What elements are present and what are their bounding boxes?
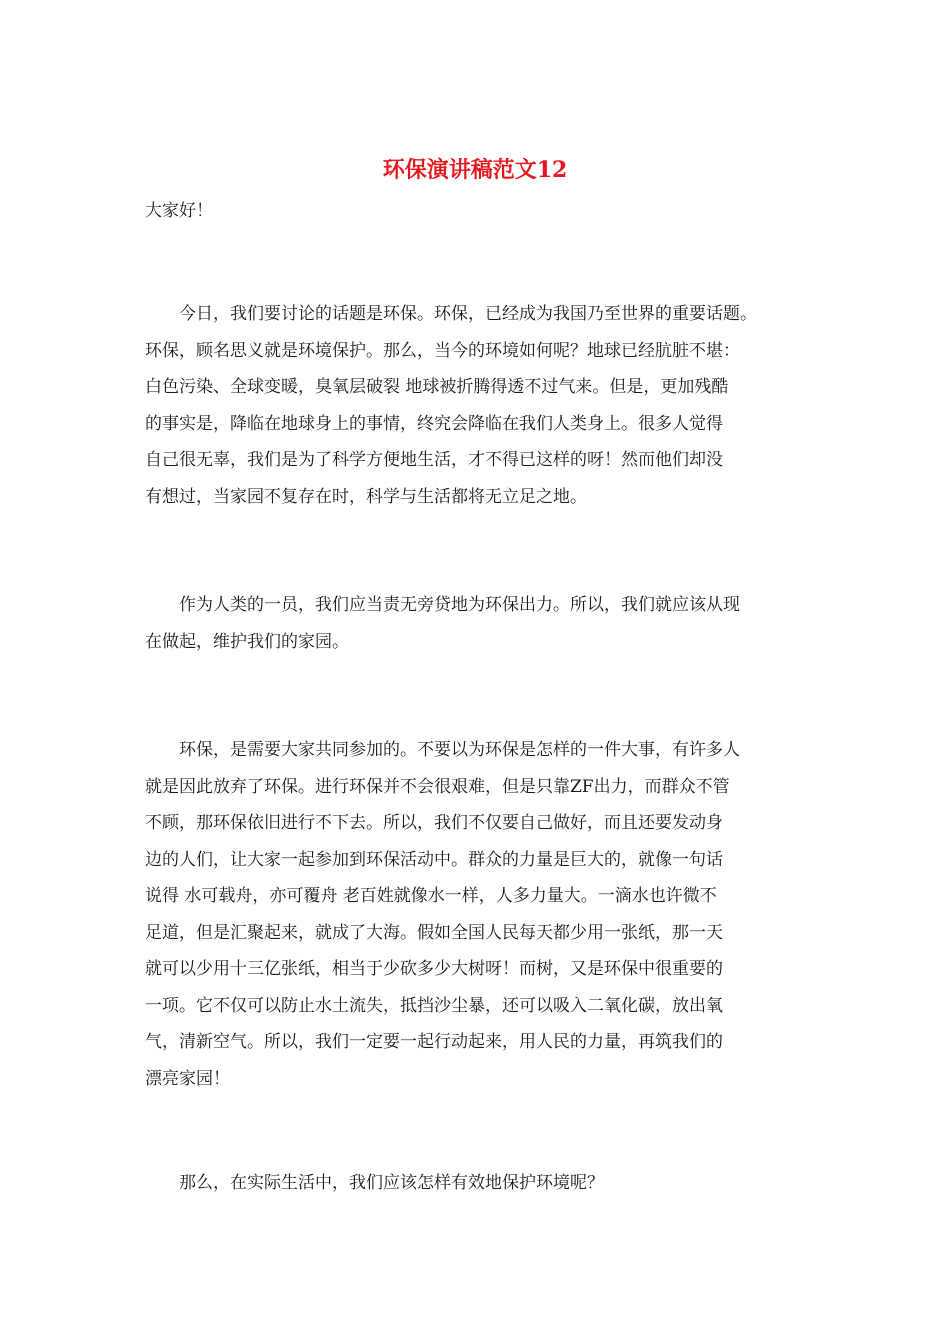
- text-line: 今日，我们要讨论的话题是环保。环保，已经成为我国乃至世界的重要话题。: [145, 304, 757, 324]
- text-line: 就是因此放弃了环保。进行环保并不会很艰难，但是只靠ZF出力，而群众不管: [145, 776, 730, 797]
- text-line: 那么，在实际生活中，我们应该怎样有效地保护环境呢？: [145, 1173, 604, 1193]
- text-line: 有想过，当家园不复存在时，科学与生活都将无立足之地。: [145, 486, 587, 507]
- greeting-text: 大家好！: [145, 201, 213, 221]
- text-line: 在做起，维护我们的家园。: [145, 631, 349, 652]
- text-line: 足道，但是汇聚起来，就成了大海。假如全国人民每天都少用一张纸，那一天: [145, 922, 723, 943]
- text-line: 不顾，那环保依旧进行不下去。所以，我们不仅要自己做好，而且还要发动身: [145, 813, 723, 833]
- text-line: 一项。它不仅可以防止水土流失，抵挡沙尘暴，还可以吸入二氧化碳，放出氧: [145, 995, 723, 1016]
- text-line: 气，清新空气。所以，我们一定要一起行动起来，用人民的力量，再筑我们的: [145, 1032, 723, 1052]
- page-title: 环保演讲稿范文12: [382, 157, 568, 183]
- text-line: 作为人类的一员，我们应当责无旁贷地为环保出力。所以，我们就应该从现: [145, 595, 740, 615]
- text-line: 说得 水可载舟，亦可覆舟 老百姓就像水一样，人多力量大。一滴水也许微不: [145, 886, 717, 906]
- paragraph-2: [145, 587, 825, 660]
- text-line: 就可以少用十三亿张纸，相当于少砍多少大树呀！而树，又是环保中很重要的: [145, 959, 723, 979]
- text-line: 白色污染、全球变暖，臭氧层破裂 地球被折腾得透不过气来。但是，更加残酷: [145, 377, 729, 397]
- text-line: 环保，顾名思义就是环境保护。那么，当今的环境如何呢？地球已经肮脏不堪：: [145, 340, 740, 361]
- paragraph-4: [145, 1165, 825, 1202]
- text-line: 自己很无辜，我们是为了科学方便地生活，才不得已这样的呀！然而他们却没: [145, 450, 723, 470]
- text-line: 边的人们，让大家一起参加到环保活动中。群众的力量是巨大的，就像一句话: [145, 849, 723, 870]
- text-line: 环保，是需要大家共同参加的。不要以为环保是怎样的一件大事，有许多人: [145, 740, 740, 760]
- text-line: 的事实是，降临在地球身上的事情，终究会降临在我们人类身上。很多人觉得: [145, 413, 723, 434]
- paragraph-1: [145, 296, 825, 515]
- paragraph-3: [145, 732, 825, 1097]
- text-line: 漂亮家园！: [145, 1068, 230, 1089]
